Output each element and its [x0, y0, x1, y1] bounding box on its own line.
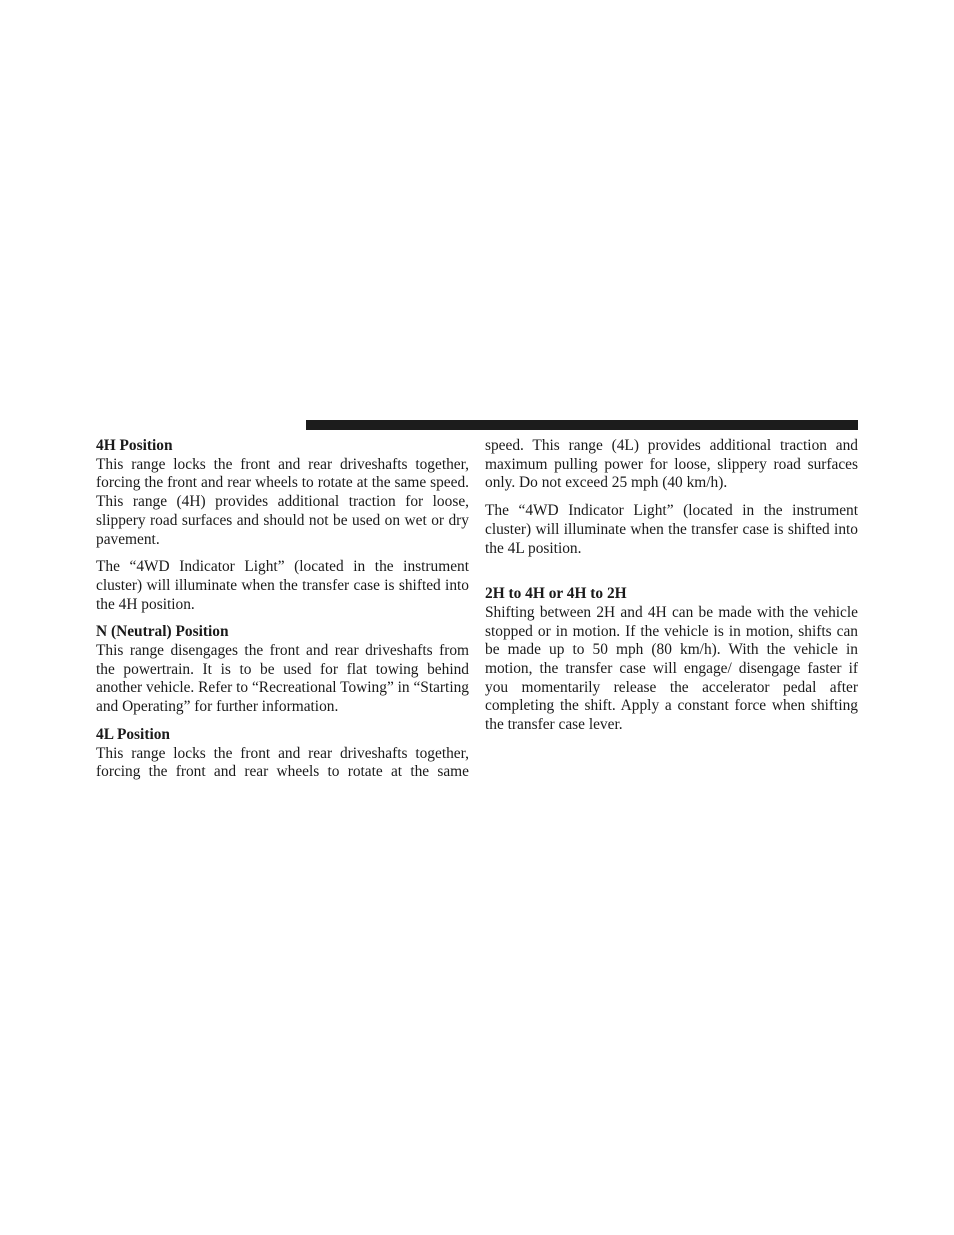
heading-4l-position: 4L Position	[96, 725, 170, 743]
heading-neutral-position: N (Neutral) Position	[96, 623, 229, 641]
paragraph-4h-indicator: The “4WD Indicator Light” (located in the instrument cluster) will illuminate when the transfer case is shifted into the 4H position.	[96, 558, 469, 613]
heading-4h-position: 4H Position	[96, 437, 173, 454]
paragraph-neutral-description: This range disengages the front and rear driveshafts from the powertrain. It is to be used for flat towing behind another vehicle. Refer to “Recreational Towing” in “Starting and Operating” for further information.	[96, 642, 470, 716]
section-header-bar	[306, 420, 858, 430]
paragraph-4l-indicator: The “4WD Indicator Light” (located in the instrument cluster) will illuminate when the transfer case is shifted into the 4L position.	[485, 502, 858, 557]
left-column	[96, 437, 469, 782]
paragraph-4h-description: This range locks the front and rear driveshafts together, forcing the front and rear wheels to rotate at the same speed. This range (4H) provides additional traction for loose, slippery road surfaces and should not be used on wet or dry pavement.	[96, 455, 469, 548]
paragraph-4l-description-start: This range locks the front and rear driveshafts together, forcing the front and rear wheels to rotate at the same	[96, 744, 469, 781]
heading-2h-4h-shift: 2H to 4H or 4H to 2H	[485, 585, 627, 603]
paragraph-2h-4h-shift: Shifting between 2H and 4H can be made with the vehicle stopped or in motion. If the vehicle is in motion, shifts can be made up to 50 mph (80 km/h). With the vehicle in motion, the transfer case will engage/ disengage faster if you momentarily release the accelerator pedal after completing the shift. Apply a constant force when shifting the transfer case lever.	[485, 603, 858, 734]
right-column	[485, 437, 858, 744]
paragraph-4l-description-cont: speed. This range (4L) provides additional traction and maximum pulling power for loose, slippery road surfaces only. Do not exceed 25 mph (40 km/h).	[485, 437, 858, 492]
